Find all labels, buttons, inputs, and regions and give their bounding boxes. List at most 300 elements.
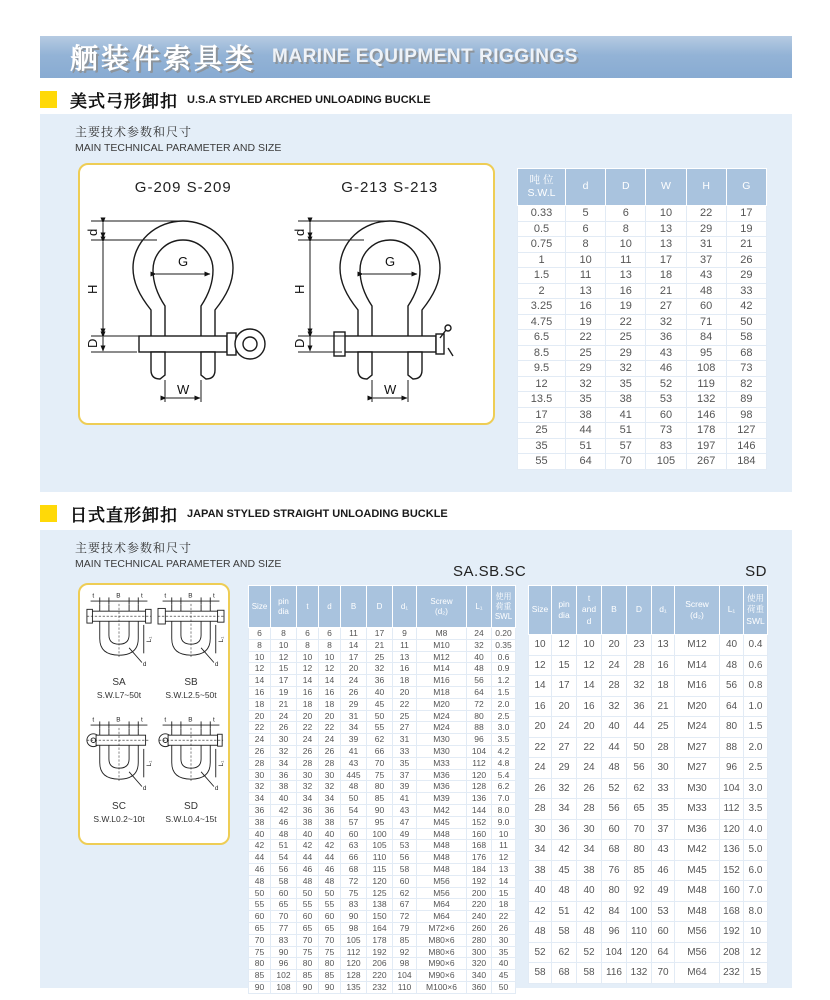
table-row [249,946,516,958]
table-cell: 192 [367,946,393,958]
table-cell: 14 [341,639,367,651]
table-cell: 65 [627,799,652,820]
table-cell: 3.5 [492,734,516,746]
table-cell: M56 [417,875,467,887]
table-cell: M64 [417,899,467,911]
table-cell: 32 [297,781,319,793]
table-cell: 85 [249,970,271,982]
table-row [518,438,767,454]
table-cell: 98 [341,922,367,934]
table-cell: 38 [297,816,319,828]
section2-title-zh: 日式直形卸扣 [70,506,178,525]
table-cell: M18 [417,686,467,698]
table-cell: 14 [577,676,602,697]
table-cell: 51 [271,840,297,852]
table-cell: 115 [367,863,393,875]
table-cell: 2.0 [744,737,768,758]
table-cell: 150 [367,911,393,923]
table-cell: 16 [393,663,417,675]
table-cell: 88 [720,737,744,758]
table-cell: 80 [367,781,393,793]
table-cell: 50 [341,793,367,805]
table-cell: 105 [341,934,367,946]
table-cell: 35 [652,799,675,820]
table-row [249,675,516,687]
table-cell: 80 [319,958,341,970]
table-cell: 18 [646,268,686,284]
table-cell: M48 [417,863,467,875]
table-cell: 28 [602,676,627,697]
param-en: MAIN TECHNICAL PARAMETER AND SIZE [75,142,282,154]
table-cell: 13 [606,268,646,284]
table-row [518,345,767,361]
table-cell: 10 [271,639,297,651]
table-cell: 40 [720,635,744,656]
table-row [249,840,516,852]
table-row [529,922,768,943]
table-cell: M12 [675,635,720,656]
table-row [518,237,767,253]
table-cell: 60 [393,875,417,887]
table-cell: 22 [492,911,516,923]
table-cell: M27 [675,737,720,758]
table-cell: 42 [726,299,766,315]
table-cell: 46 [646,361,686,377]
table-cell: M20 [675,696,720,717]
table-cell: 32 [646,314,686,330]
banner-title-en: MARINE EQUIPMENT RIGGINGS [272,46,578,67]
table-cell: 13 [646,221,686,237]
table-cell: 50 [297,887,319,899]
table-cell: 220 [467,899,492,911]
table-cell: 5 [566,206,606,222]
table-cell: 62 [367,734,393,746]
table-cell: 43 [652,840,675,861]
table-row [249,781,516,793]
table-cell: 26 [577,778,602,799]
table-cell: 83 [271,934,297,946]
table-cell: 44 [319,852,341,864]
table-cell: 11 [606,252,646,268]
table-cell: 46 [319,863,341,875]
table-cell: 24 [552,717,577,738]
table-cell: 13.5 [518,392,566,408]
table-cell: 6 [606,206,646,222]
table-cell: 80 [297,958,319,970]
table-cell: 64 [566,454,606,470]
table-cell: 17 [646,252,686,268]
table-cell: 85 [297,970,319,982]
table-cell: 20 [341,663,367,675]
table-cell: 30 [297,769,319,781]
table-cell: 208 [720,942,744,963]
table-cell: 41 [341,745,367,757]
table-cell: 27 [646,299,686,315]
table-cell: 12 [577,655,602,676]
table-cell: 70 [297,934,319,946]
table-cell: 12 [744,942,768,963]
dim-label-L1: L₁ [218,760,226,767]
table-cell: 65 [271,899,297,911]
table-cell: 30 [652,758,675,779]
dim-label-L1: L₁ [218,636,226,643]
table-cell: 66 [341,852,367,864]
table-cell: 22 [393,698,417,710]
table-cell: 16 [249,686,271,698]
table-cell: M48 [417,828,467,840]
figure-g213-label: G-213 S-213 [341,179,439,196]
table-cell: 51 [552,901,577,922]
table-cell: 16 [577,696,602,717]
table-cell: 12 [249,663,271,675]
table-cell: 25 [566,345,606,361]
table-cell: M36 [417,781,467,793]
table-row [529,963,768,984]
table-cell: 11 [341,628,367,640]
table-cell: 10 [744,922,768,943]
table-cell: 112 [341,946,367,958]
table-cell: 19 [606,299,646,315]
straight-shackle-diagram-box [78,583,230,845]
table-cell: 146 [686,407,726,423]
table-cell: 80 [602,881,627,902]
table-cell: 29 [566,361,606,377]
table-cell: 108 [686,361,726,377]
table-cell: 178 [367,934,393,946]
table-row [249,852,516,864]
table-cell: 50 [249,887,271,899]
table-cell: 16 [652,655,675,676]
table-cell: 95 [367,816,393,828]
table-row [249,639,516,651]
column-header: pin dia [271,586,297,628]
table-cell: 119 [686,376,726,392]
table-cell: 445 [341,769,367,781]
table-cell: 18 [249,698,271,710]
table-cell: 8 [319,639,341,651]
table-cell: M48 [417,840,467,852]
table-cell: 84 [686,330,726,346]
table-cell: 40 [492,958,516,970]
table-cell: 22 [249,722,271,734]
table-cell: M64 [417,911,467,923]
table-cell: 53 [646,392,686,408]
dim-label-W: W [383,382,397,397]
table-cell: 41 [393,793,417,805]
table-cell: 120 [367,875,393,887]
table-cell: 60 [652,922,675,943]
table-cell: 56 [271,863,297,875]
table-cell: 49 [393,828,417,840]
table-row [529,881,768,902]
table-cell: 17 [271,675,297,687]
table-cell: 37 [652,819,675,840]
shackle-sc-drawing [84,715,154,803]
table-cell: M48 [417,852,467,864]
table-cell: 62 [393,887,417,899]
table-cell: 32 [467,639,492,651]
table-cell: 40 [319,828,341,840]
table-row [529,840,768,861]
table-row [249,651,516,663]
table-cell: 85 [627,860,652,881]
table-cell: 35 [492,946,516,958]
table-cell: 31 [341,710,367,722]
table-cell: 83 [646,438,686,454]
table-cell: 2.0 [492,698,516,710]
table-cell: 116 [602,963,627,984]
table-cell: M48 [675,901,720,922]
table-cell: 42 [271,804,297,816]
table-cell: 58 [271,875,297,887]
table-cell: 30 [271,734,297,746]
figure-sd [156,715,226,837]
table-cell: M80×6 [417,934,467,946]
header-row [518,169,767,206]
table-cell: 340 [467,970,492,982]
table-cell: 40 [467,651,492,663]
table-cell: 40 [271,793,297,805]
shackle-sd-swl: S.W.L0.4~15t [165,814,217,824]
dim-label-B: B [116,716,121,724]
table-cell: 12 [271,651,297,663]
table-cell: 38 [577,860,602,881]
dim-label-t: t [141,716,143,724]
table-cell: 152 [720,860,744,881]
table-cell: 38 [566,407,606,423]
table-cell: 58 [552,922,577,943]
table-cell: 96 [271,958,297,970]
table-cell: M56 [417,887,467,899]
table-cell: 20 [577,717,602,738]
table-row [529,676,768,697]
table-cell: 62 [627,778,652,799]
table-cell: 36 [646,330,686,346]
table-cell: 44 [566,423,606,439]
table-cell: 6 [319,628,341,640]
table-cell: 34 [552,799,577,820]
table-cell: 24 [577,758,602,779]
table-row [529,737,768,758]
dim-label-t: t [213,592,215,600]
table-cell: 28 [577,799,602,820]
table-cell: 54 [271,852,297,864]
table-cell: 200 [467,887,492,899]
table-row [529,799,768,820]
table-cell: 43 [341,757,367,769]
table-cell: 232 [367,981,393,993]
table-cell: 0.6 [492,651,516,663]
table-cell: 40 [529,881,552,902]
table-cell: M27 [675,758,720,779]
table-row [518,392,767,408]
table-cell: 8 [566,237,606,253]
table-cell: 6 [249,628,271,640]
table-cell: 24 [319,734,341,746]
shackle-sd-drawing [156,715,226,803]
table-cell: 110 [393,981,417,993]
dim-label-t: t [92,716,95,724]
table-cell: 15 [492,887,516,899]
table-cell: 50 [319,887,341,899]
table-cell: 100 [367,828,393,840]
table-cell: 0.75 [518,237,566,253]
table-cell: 28 [297,757,319,769]
table-cell: 29 [341,698,367,710]
table-cell: M90×6 [417,970,467,982]
table-cell: 57 [606,438,646,454]
table-row [249,875,516,887]
table-cell: 135 [341,981,367,993]
bow-shackle-diagram-box [78,163,495,425]
table-cell: 132 [627,963,652,984]
table-cell: 8.5 [518,345,566,361]
table-cell: 0.5 [518,221,566,237]
figure-g213 [290,179,490,410]
table-row [249,816,516,828]
table-row [249,970,516,982]
table-cell: 72 [341,875,367,887]
table-cell: 50 [492,981,516,993]
figure-sa [84,591,154,713]
table-row [518,252,767,268]
table-cell: 21 [646,283,686,299]
table-cell: 21 [726,237,766,253]
table-cell: 66 [367,745,393,757]
table-cell: 32 [249,781,271,793]
table-cell: 57 [341,816,367,828]
table-cell: 132 [686,392,726,408]
table-cell: 70 [367,757,393,769]
column-header: 使用 荷重 SWL [492,586,516,628]
table-cell: 85 [393,934,417,946]
table-cell: 52 [529,942,552,963]
table-cell: 100 [627,901,652,922]
table-cell: 80 [720,717,744,738]
table-cell: 136 [467,793,492,805]
column-header: Screw (d₂) [417,586,467,628]
table-cell: 32 [602,696,627,717]
table-cell: 64 [720,696,744,717]
table-cell: 28 [319,757,341,769]
usa-buckle-table [517,168,767,470]
table-cell: 30 [319,769,341,781]
table-cell: 92 [393,946,417,958]
table-cell: 42 [552,840,577,861]
table-cell: 58 [577,963,602,984]
table-cell: 85 [319,970,341,982]
table-cell: 38 [606,392,646,408]
table-cell: 98 [393,958,417,970]
table-row [529,860,768,881]
table-cell: M45 [675,860,720,881]
column-header: Size [249,586,271,628]
table-cell: 33 [393,745,417,757]
table-cell: 60 [271,887,297,899]
table-cell: 90 [271,946,297,958]
table-cell: 51 [566,438,606,454]
table-cell: 65 [249,922,271,934]
table-cell: 14 [297,675,319,687]
table-cell: 9 [393,628,417,640]
table-cell: 144 [467,804,492,816]
table-row [518,206,767,222]
table-cell: 88 [467,722,492,734]
table-row [249,922,516,934]
table-cell: 96 [720,758,744,779]
table-cell: 24 [271,710,297,722]
table-cell: 50 [726,314,766,330]
column-header: W [646,169,686,206]
dim-label-G: G [384,254,395,269]
table-cell: 63 [341,840,367,852]
table-cell: 68 [602,840,627,861]
table-cell: 29 [726,268,766,284]
table-cell: 3.0 [744,778,768,799]
table-cell: 58 [529,963,552,984]
table-cell: M48 [675,881,720,902]
table-cell: 15 [271,663,297,675]
table-cell: 34 [271,757,297,769]
table-cell: 3.25 [518,299,566,315]
table-cell: 21 [367,639,393,651]
table-row [529,778,768,799]
table-cell: 360 [467,981,492,993]
table-cell: 5.0 [744,840,768,861]
table-cell: 112 [720,799,744,820]
shackle-sb-drawing [156,591,226,679]
table-cell: 83 [341,899,367,911]
table-cell: 160 [720,881,744,902]
table-row [249,663,516,675]
table-row [518,376,767,392]
table-cell: 28 [652,737,675,758]
table-row [249,628,516,640]
shackle-sa-swl: S.W.L7~50t [96,690,142,700]
table-row [249,769,516,781]
table-cell: 50 [367,710,393,722]
table-cell: 20 [552,696,577,717]
table-cell: 92 [627,881,652,902]
table-cell: 70 [606,454,646,470]
table-cell: 14 [319,675,341,687]
table-cell: 3.0 [492,722,516,734]
figure-g209-label: G-209 S-209 [134,179,232,196]
table-cell: 13 [646,237,686,253]
table-cell: M33 [417,757,467,769]
table-cell: M30 [417,734,467,746]
table-cell: 4.2 [492,745,516,757]
table-cell: 52 [577,942,602,963]
table-cell: 48 [467,663,492,675]
table-cell: 64 [467,686,492,698]
table-cell: 31 [393,734,417,746]
column-header: Size [529,586,552,635]
table-cell: 26 [492,922,516,934]
table-row [529,901,768,922]
table-cell: 110 [367,852,393,864]
table-cell: M45 [417,816,467,828]
table-row [529,942,768,963]
table-cell: 42 [249,840,271,852]
table-cell: 22 [606,314,646,330]
table-cell: 10 [646,206,686,222]
table-cell: 65 [319,922,341,934]
table-cell: M14 [675,655,720,676]
table-row [518,423,767,439]
yellow-bullet-icon [40,91,57,108]
table-cell: 40 [602,717,627,738]
